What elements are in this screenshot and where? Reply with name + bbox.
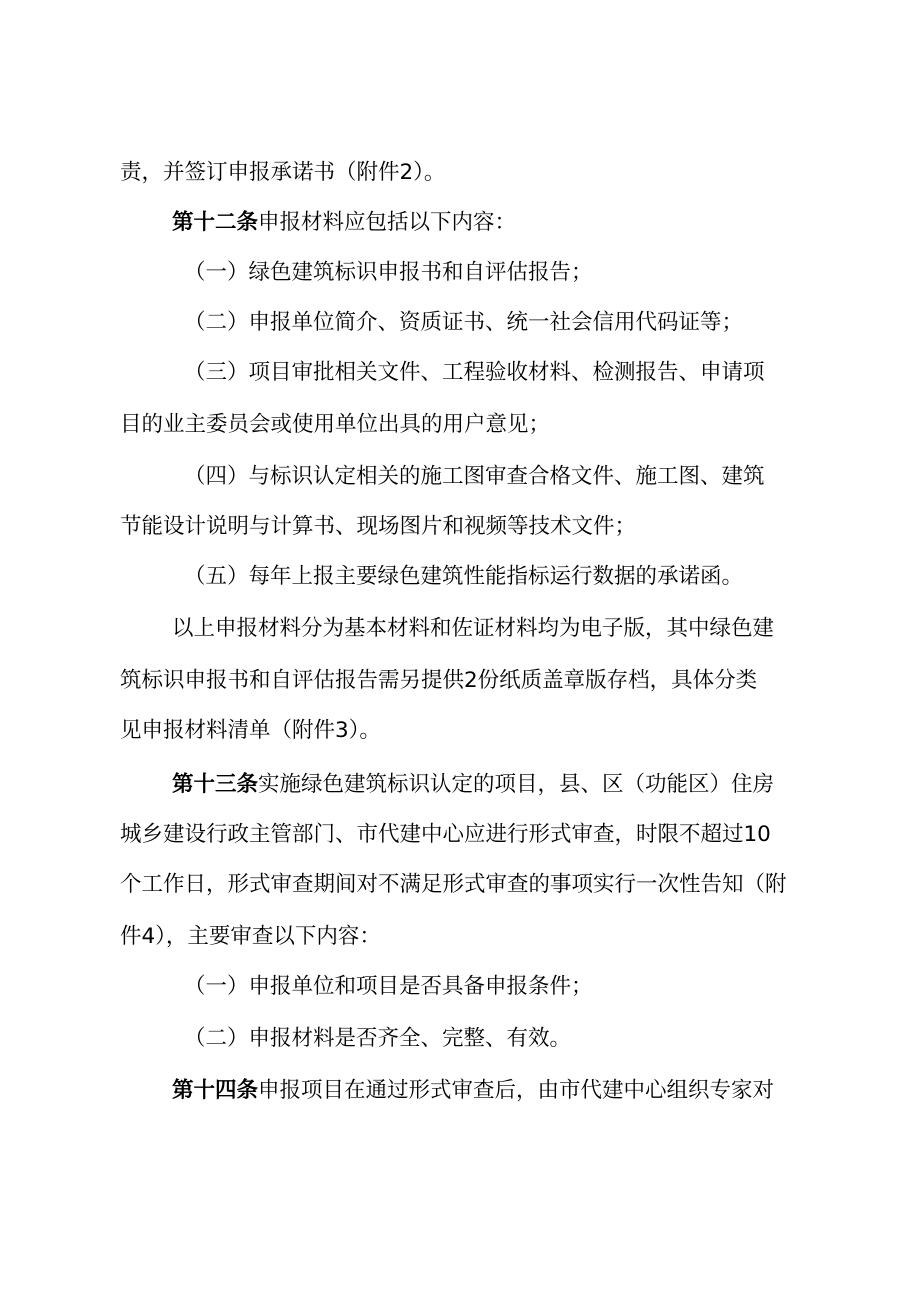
article-line: 第十三条实施绿色建筑标识认定的项目，县、区（功能区）住房	[172, 772, 775, 797]
list-item: （四）与标识认定相关的施工图审查合格文件、施工图、建筑	[184, 464, 765, 489]
article-line: 第十四条申报项目在通过形式审查后，由市代建中心组织专家对	[172, 1078, 775, 1103]
article-line: 第十二条申报材料应包括以下内容：	[172, 210, 517, 235]
list-item: （三）项目审批相关文件、工程验收材料、检测报告、申请项	[184, 360, 765, 385]
text-line: 以上申报材料分为基本材料和佐证材料均为电子版，其中绿色建	[172, 616, 775, 641]
article-heading: 第十三条	[172, 772, 259, 797]
list-item: （一）绿色建筑标识申报书和自评估报告；	[184, 260, 593, 285]
text-line: 个工作日，形式审查期间对不满足形式审查的事项实行一次性告知（附	[120, 872, 787, 897]
list-item: （二）申报材料是否齐全、完整、有效。	[184, 1026, 572, 1051]
text-line: 见申报材料清单（附件3）。	[120, 718, 381, 743]
list-item: （五）每年上报主要绿色建筑性能指标运行数据的承诺函。	[184, 564, 744, 589]
list-item: （一）申报单位和项目是否具备申报条件；	[184, 974, 593, 999]
text-line: 件4），主要审查以下内容：	[120, 924, 381, 949]
text-line: 城乡建设行政主管部门、市代建中心应进行形式审查，时限不超过10	[120, 822, 771, 847]
text-line: 节能设计说明与计算书、现场图片和视频等技术文件；	[120, 514, 637, 539]
text-line: 目的业主委员会或使用单位出具的用户意见；	[120, 412, 551, 437]
article-heading: 第十二条	[172, 210, 259, 235]
text-line: 责，并签订申报承诺书（附件2）。	[120, 160, 446, 185]
text-line: 筑标识申报书和自评估报告需另提供2份纸质盖章版存档，具体分类	[120, 668, 758, 693]
list-item: （二）申报单位简介、资质证书、统一社会信用代码证等；	[184, 310, 744, 335]
article-heading: 第十四条	[172, 1078, 259, 1103]
